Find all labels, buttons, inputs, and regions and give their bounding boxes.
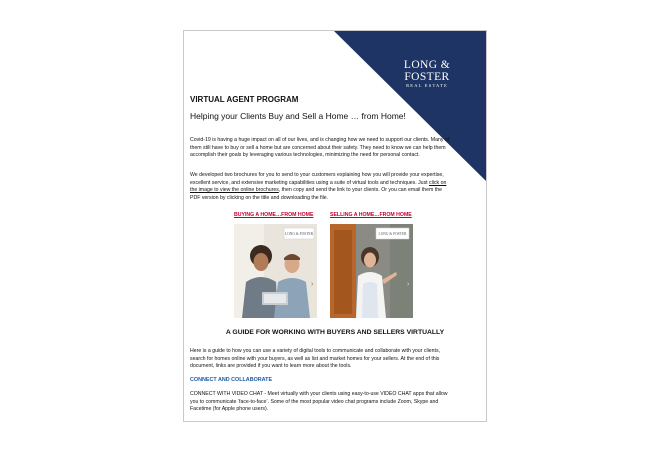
selling-brochure-image[interactable] bbox=[330, 224, 413, 318]
guide-paragraph: Here is a guide to how you can use a variety of digital tools to communicate and collaborate with your clients, search for homes online with your buyers, as well as list and market homes for your sellers. At the end of this document, links are provided if you want to learn more about the tools. bbox=[190, 348, 440, 370]
connect-heading: CONNECT AND COLLABORATE bbox=[190, 377, 273, 383]
online-brochure-link[interactable]: click on the image to view the online brochures bbox=[190, 179, 447, 194]
selling-brochure-link[interactable]: SELLING A HOME…FROM HOME bbox=[330, 212, 412, 218]
document-page bbox=[183, 30, 487, 422]
guide-heading: A GUIDE FOR WORKING WITH BUYERS AND SELLERS VIRTUALLY bbox=[225, 329, 445, 336]
buying-brochure-link[interactable]: BUYING A HOME…FROM HOME bbox=[234, 212, 314, 218]
paragraph-text: We developed two brochures for you to send to your customers explaining how you will provide your expertise, excellent service, and extensive marketing capabilities using a suite of virtual tools and techniques. Just bbox=[190, 172, 444, 186]
paragraph-text: , then copy and send the link to your clients. Or you can email them the PDF version by clicking on the title and downloading the file. bbox=[190, 187, 443, 201]
intro-paragraph: Covid-19 is having a huge impact on all of our lives, and is changing how we need to support our clients. Many of them still have to buy or sell a home but are concerned about their safety. They need to know we can help them accomplish their goals by leveraging various technologies, minimizing the need for personal contact. bbox=[190, 137, 450, 159]
svg-text:›: › bbox=[407, 281, 410, 288]
doc-title: VIRTUAL AGENT PROGRAM bbox=[190, 95, 299, 104]
brochure-paragraph bbox=[190, 172, 452, 202]
video-chat-paragraph: CONNECT WITH VIDEO CHAT - Meet virtually with your clients using easy-to-use VIDEO CHAT apps that allow you to communicate ‘face-to-face’. Some of the most popular video chat programs include Zoom, Skype and Facetime (for Apple phone users). bbox=[190, 391, 448, 413]
long-foster-logo bbox=[382, 59, 472, 89]
buying-brochure-image[interactable] bbox=[234, 224, 317, 318]
thumb-logo-text: LONG & FOSTER bbox=[378, 232, 407, 236]
logo-subtitle: REAL ESTATE bbox=[406, 83, 448, 88]
svg-text:›: › bbox=[311, 281, 314, 288]
thumb-logo-text: LONG & FOSTER bbox=[285, 232, 313, 236]
doc-subtitle: Helping your Clients Buy and Sell a Home … from Home! bbox=[190, 111, 406, 121]
logo-name: LONG & FOSTER bbox=[403, 59, 451, 83]
